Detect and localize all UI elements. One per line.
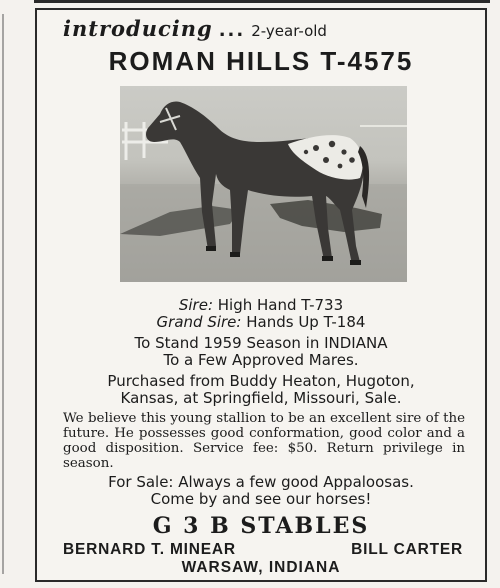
stand-line-2: To a Few Approved Mares.: [163, 351, 359, 369]
advertisement: [35, 8, 487, 582]
owner-names: [63, 541, 463, 559]
owner-right: BILL CARTER: [351, 541, 463, 558]
intro-dots: ...: [218, 20, 246, 41]
intro-age: 2-year-old: [251, 22, 327, 40]
description-paragraph: We believe this young stallion to be an excellent sire of the future. He possesses good conformation, good color and a good disposition. Service fee: $50. Return privilege in season.: [63, 411, 465, 471]
sire-value: High Hand T-733: [217, 296, 344, 314]
horse-name-title: ROMAN HILLS T-4575: [108, 46, 414, 76]
horse-illustration: [120, 86, 407, 282]
grand-sire-line: [37, 314, 485, 331]
for-sale-line-1: For Sale: Always a few good Appaloosas.: [108, 473, 414, 491]
purchased-line-2: Kansas, at Springfield, Missouri, Sale.: [120, 389, 402, 407]
horse-photo: [120, 86, 407, 282]
stables-name: G 3 B STABLES: [152, 513, 370, 539]
sire-line: [37, 297, 485, 314]
stand-line-1: To Stand 1959 Season in INDIANA: [134, 334, 388, 352]
grand-sire-label: Grand Sire:: [156, 313, 242, 331]
sire-label: Sire:: [178, 296, 213, 314]
purchased-line-1: Purchased from Buddy Heaton, Hugoton,: [107, 372, 415, 390]
for-sale-line-2: Come by and see our horses!: [150, 490, 372, 508]
grand-sire-value: Hands Up T-184: [246, 313, 366, 331]
owner-left: BERNARD T. MINEAR: [63, 541, 236, 558]
intro-line: [63, 16, 483, 41]
page-edge-shadow: [2, 14, 4, 574]
intro-word: introducing: [63, 16, 213, 41]
city-line: WARSAW, INDIANA: [181, 559, 341, 576]
page-top-rule: [34, 0, 490, 3]
